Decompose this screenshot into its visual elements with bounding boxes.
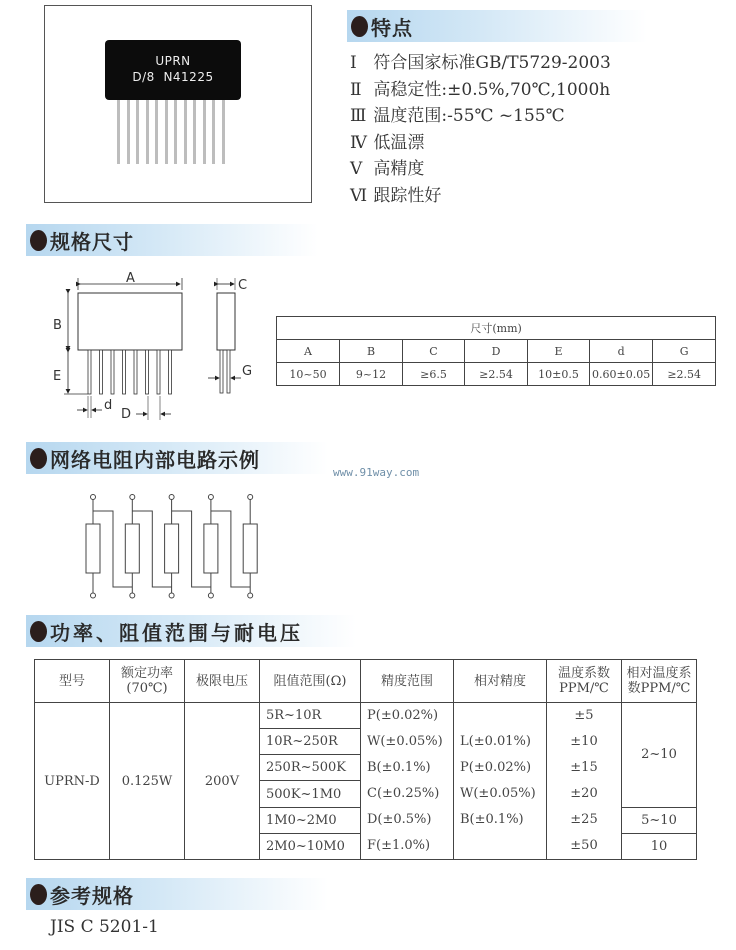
drawing-pin	[169, 350, 172, 394]
feature-item: Ⅰ 符合国家标准GB/T5729-2003	[350, 53, 611, 73]
bullet-dot-icon	[351, 16, 368, 37]
feature-item: Ⅴ 高精度	[350, 159, 425, 179]
chip-pin	[174, 100, 177, 164]
label-G: G	[242, 364, 253, 379]
terminal-top	[208, 495, 213, 500]
drawing-pin	[134, 350, 137, 394]
section-title: 功率、阻值范围与耐电压	[50, 620, 303, 645]
section-header-dimensions	[26, 224, 318, 256]
chip-pin	[193, 100, 196, 164]
terminal-top	[248, 495, 253, 500]
header-tolerance: 精度范围	[361, 660, 454, 703]
cell-tracking: 2~10	[622, 703, 697, 808]
header-tracking: 相对温度系 数PPM/℃	[622, 660, 697, 703]
product-photo	[44, 5, 312, 203]
section-title: 参考规格	[50, 883, 134, 908]
chip-pin	[127, 100, 130, 164]
cell-resistance-range: 250R~500K	[260, 755, 361, 781]
chip-pin	[212, 100, 215, 164]
cell-resistance-range: 10R~250R	[260, 729, 361, 755]
cell-model: UPRN-D	[35, 703, 110, 860]
drawing-pin	[88, 350, 91, 394]
dimension-table	[276, 316, 716, 386]
chip-pin	[203, 100, 206, 164]
cell-resistance-range: 2M0~10M0	[260, 833, 361, 859]
feature-item: Ⅱ 高稳定性:±0.5%,70℃,1000h	[350, 79, 611, 100]
terminal-bottom	[248, 593, 253, 598]
bullet-dot-icon	[30, 621, 47, 642]
terminal-bottom	[208, 593, 213, 598]
drawing-pin	[111, 350, 114, 394]
chip-pin	[165, 100, 168, 164]
resistor	[165, 524, 179, 573]
terminal-top	[91, 495, 96, 500]
circuit-diagram	[70, 490, 270, 600]
section-title: 网络电阻内部电路示例	[50, 447, 260, 472]
cell-tcr-list: ±5 ±10 ±15 ±20 ±25 ±50	[547, 703, 622, 860]
front-view-pins	[88, 350, 172, 394]
chip-body	[105, 40, 241, 100]
cell-resistance-range: 5R~10R	[260, 703, 361, 729]
header-rated-power: 额定功率 (70℃)	[110, 660, 185, 703]
chip-pin	[136, 100, 139, 164]
header-max-voltage: 极限电压	[185, 660, 260, 703]
feature-item: Ⅳ 低温漂	[350, 132, 425, 153]
section-header-ratings	[26, 615, 356, 647]
feature-list	[350, 50, 611, 209]
label-C: C	[238, 278, 248, 293]
dimension-table-caption: 尺寸(mm)	[277, 317, 716, 340]
bullet-dot-icon	[30, 884, 47, 905]
terminal-top	[130, 495, 135, 500]
chip-pin	[222, 100, 225, 164]
watermark-url: www.91way.com	[333, 466, 420, 479]
header-relative-tolerance: 相对精度	[454, 660, 547, 703]
chip-pin	[146, 100, 149, 164]
bullet-dot-icon	[30, 230, 47, 251]
section-header-circuit	[26, 442, 328, 474]
resistor	[204, 524, 218, 573]
terminal-bottom	[169, 593, 174, 598]
chip-pin	[117, 100, 120, 164]
drawing-pin	[146, 350, 149, 394]
terminal-bottom	[130, 593, 135, 598]
cell-tracking: 10	[622, 833, 697, 859]
bullet-dot-icon	[30, 448, 47, 469]
section-header-reference	[26, 878, 328, 910]
resistor	[125, 524, 139, 573]
header-resistance-range: 阻值范围(Ω)	[260, 660, 361, 703]
label-d: d	[104, 398, 113, 413]
ratings-table	[34, 659, 697, 860]
drawing-pin	[123, 350, 126, 394]
feature-item: Ⅲ 温度范围:-55℃ ~155℃	[350, 106, 565, 126]
feature-item: Ⅵ 跟踪性好	[350, 185, 442, 206]
header-model: 型号	[35, 660, 110, 703]
resistor	[86, 524, 100, 573]
chip-marking-line2: D/8 N41225	[132, 70, 214, 84]
dimension-header-row: A B C D E d G	[277, 340, 716, 363]
reference-standard: JIS C 5201-1	[50, 917, 159, 937]
dimension-drawing	[40, 268, 280, 428]
label-D: D	[121, 407, 132, 422]
cell-rated-power: 0.125W	[110, 703, 185, 860]
cell-max-voltage: 200V	[185, 703, 260, 860]
chip-pin	[184, 100, 187, 164]
section-title: 特点	[371, 15, 413, 40]
label-E: E	[53, 369, 62, 384]
cell-relative-tolerance-list: L(±0.01%) P(±0.02%) W(±0.05%) B(±0.1%)	[454, 703, 547, 860]
terminal-top	[169, 495, 174, 500]
side-view-body	[217, 293, 235, 350]
drawing-pin	[157, 350, 160, 394]
chip-pin	[155, 100, 158, 164]
cell-resistance-range: 1M0~2M0	[260, 807, 361, 833]
ratings-header-row	[35, 660, 697, 703]
table-row	[35, 703, 697, 729]
cell-tolerance-list: P(±0.02%) W(±0.05%) B(±0.1%) C(±0.25%) D(±0.5%) F(±1.0%)	[361, 703, 454, 860]
resistor	[243, 524, 257, 573]
label-B: B	[53, 318, 62, 333]
drawing-pin	[100, 350, 103, 394]
dimension-value-row: 10~50 9~12 ≥6.5 ≥2.54 10±0.5 0.60±0.05 ≥2.54	[277, 363, 716, 386]
chip-marking-line1: UPRN	[155, 54, 191, 68]
label-A: A	[126, 271, 135, 286]
front-view-body	[78, 293, 182, 350]
cell-resistance-range: 500K~1M0	[260, 781, 361, 807]
cell-tracking: 5~10	[622, 807, 697, 833]
section-header-features	[347, 10, 647, 42]
section-title: 规格尺寸	[50, 229, 134, 254]
terminal-bottom	[91, 593, 96, 598]
header-tcr: 温度系数 PPM/℃	[547, 660, 622, 703]
chip-pins	[117, 100, 227, 164]
